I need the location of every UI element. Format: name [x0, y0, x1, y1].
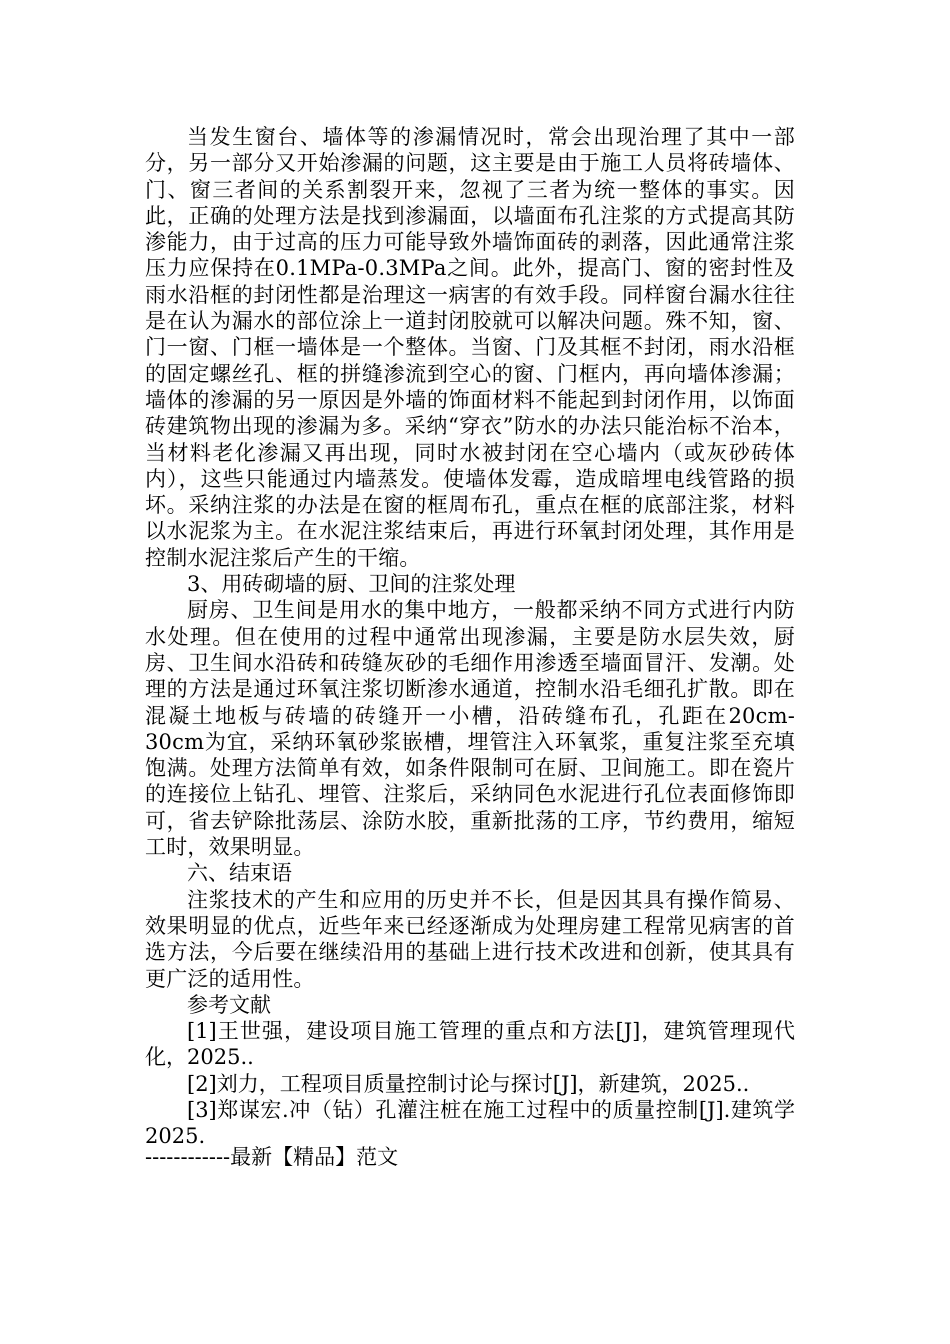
reference-item-2: [2]刘力，工程项目质量控制讨论与探讨[J]，新建筑，2025.. [187, 1071, 750, 1096]
paragraph-kitchen-bathroom-grouting: 厨房、卫生间是用水的集中地方，一般都采纳不同方式进行内防水处理。但在使用的过程中通常出现渗漏，主要是防水层失效，厨房、卫生间水沿砖和砖缝灰砂的毛细作用渗透至墙面冒汗、发潮。处理的方法是通过环氧注浆切断渗水通道，控制水沿毛细孔扩散。即在混凝土地板与砖墙的砖缝开一小槽，沿砖缝布孔，孔距在20cm-30cm为宜，采纳环氧砂浆嵌槽，埋管注入环氧浆，重复注浆至充填饱满。处理方法简单有效，如条件限制可在厨、卫间施工。即在瓷片的连接位上钻孔、埋管、注浆后，采纳同色水泥进行孔位表面修饰即可，省去铲除批荡层、涂防水胶，重新批荡的工序，节约费用，缩短工时，效果明显。 [145, 598, 795, 860]
paragraph-conclusion: 注浆技术的产生和应用的历史并不长，但是因其具有操作简易、效果明显的优点，近些年来已经逐渐成为处理房建工程常见病害的首选方法，今后要在继续沿用的基础上进行技术改进和创新，使其具有更广泛的适用性。 [145, 887, 795, 991]
page-footer: ------------最新【精品】范文 [145, 1145, 399, 1169]
reference-item-3: [3]郑谋宏.冲（钻）孔灌注桩在施工过程中的质量控制[J].建筑学2025. [145, 1097, 795, 1149]
references-heading: 参考文献 [187, 992, 271, 1017]
document-body [145, 124, 795, 1150]
paragraph-window-wall-leakage: 当发生窗台、墙体等的渗漏情况时，常会出现治理了其中一部分，另一部分又开始渗漏的问题，这主要是由于施工人员将砖墙体、门、窗三者间的关系割裂开来，忽视了三者为统一整体的事实。因此，正确的处理方法是找到渗漏面，以墙面布孔注浆的方式提高其防渗能力，由于过高的压力可能导致外墙饰面砖的剥落，因此通常注浆压力应保持在0.1MPa-0.3MPa之间。此外，提高门、窗的密封性及雨水沿框的封闭性都是治理这一病害的有效手段。同样窗台漏水往往是在认为漏水的部位涂上一道封闭胶就可以解决问题。殊不知，窗、门一窗、门框一墙体是一个整体。当窗、门及其框不封闭，雨水沿框的固定螺丝孔、框的拼缝渗流到空心的窗、门框内，再向墙体渗漏；墙体的渗漏的另一原因是外墙的饰面材料不能起到封闭作用，以饰面砖建筑物出现的渗漏为多。采纳“穿衣”防水的办法只能治标不治本，当材料老化渗漏又再出现，同时水被封闭在空心墙内（或灰砂砖体内），这些只能通过内墙蒸发。使墙体发霉，造成暗埋电线管路的损坏。采纳注浆的办法是在窗的框周布孔，重点在框的底部注浆，材料以水泥浆为主。在水泥注浆结束后，再进行环氧封闭处理，其作用是控制水泥注浆后产生的干缩。 [145, 125, 795, 570]
section-heading-kitchen-bathroom: 3、用砖砌墙的厨、卫间的注浆处理 [187, 572, 516, 597]
reference-item-1: [1]王世强，建设项目施工管理的重点和方法[J]，建筑管理现代化，2025.. [145, 1019, 795, 1070]
section-heading-conclusion: 六、结束语 [187, 861, 292, 886]
